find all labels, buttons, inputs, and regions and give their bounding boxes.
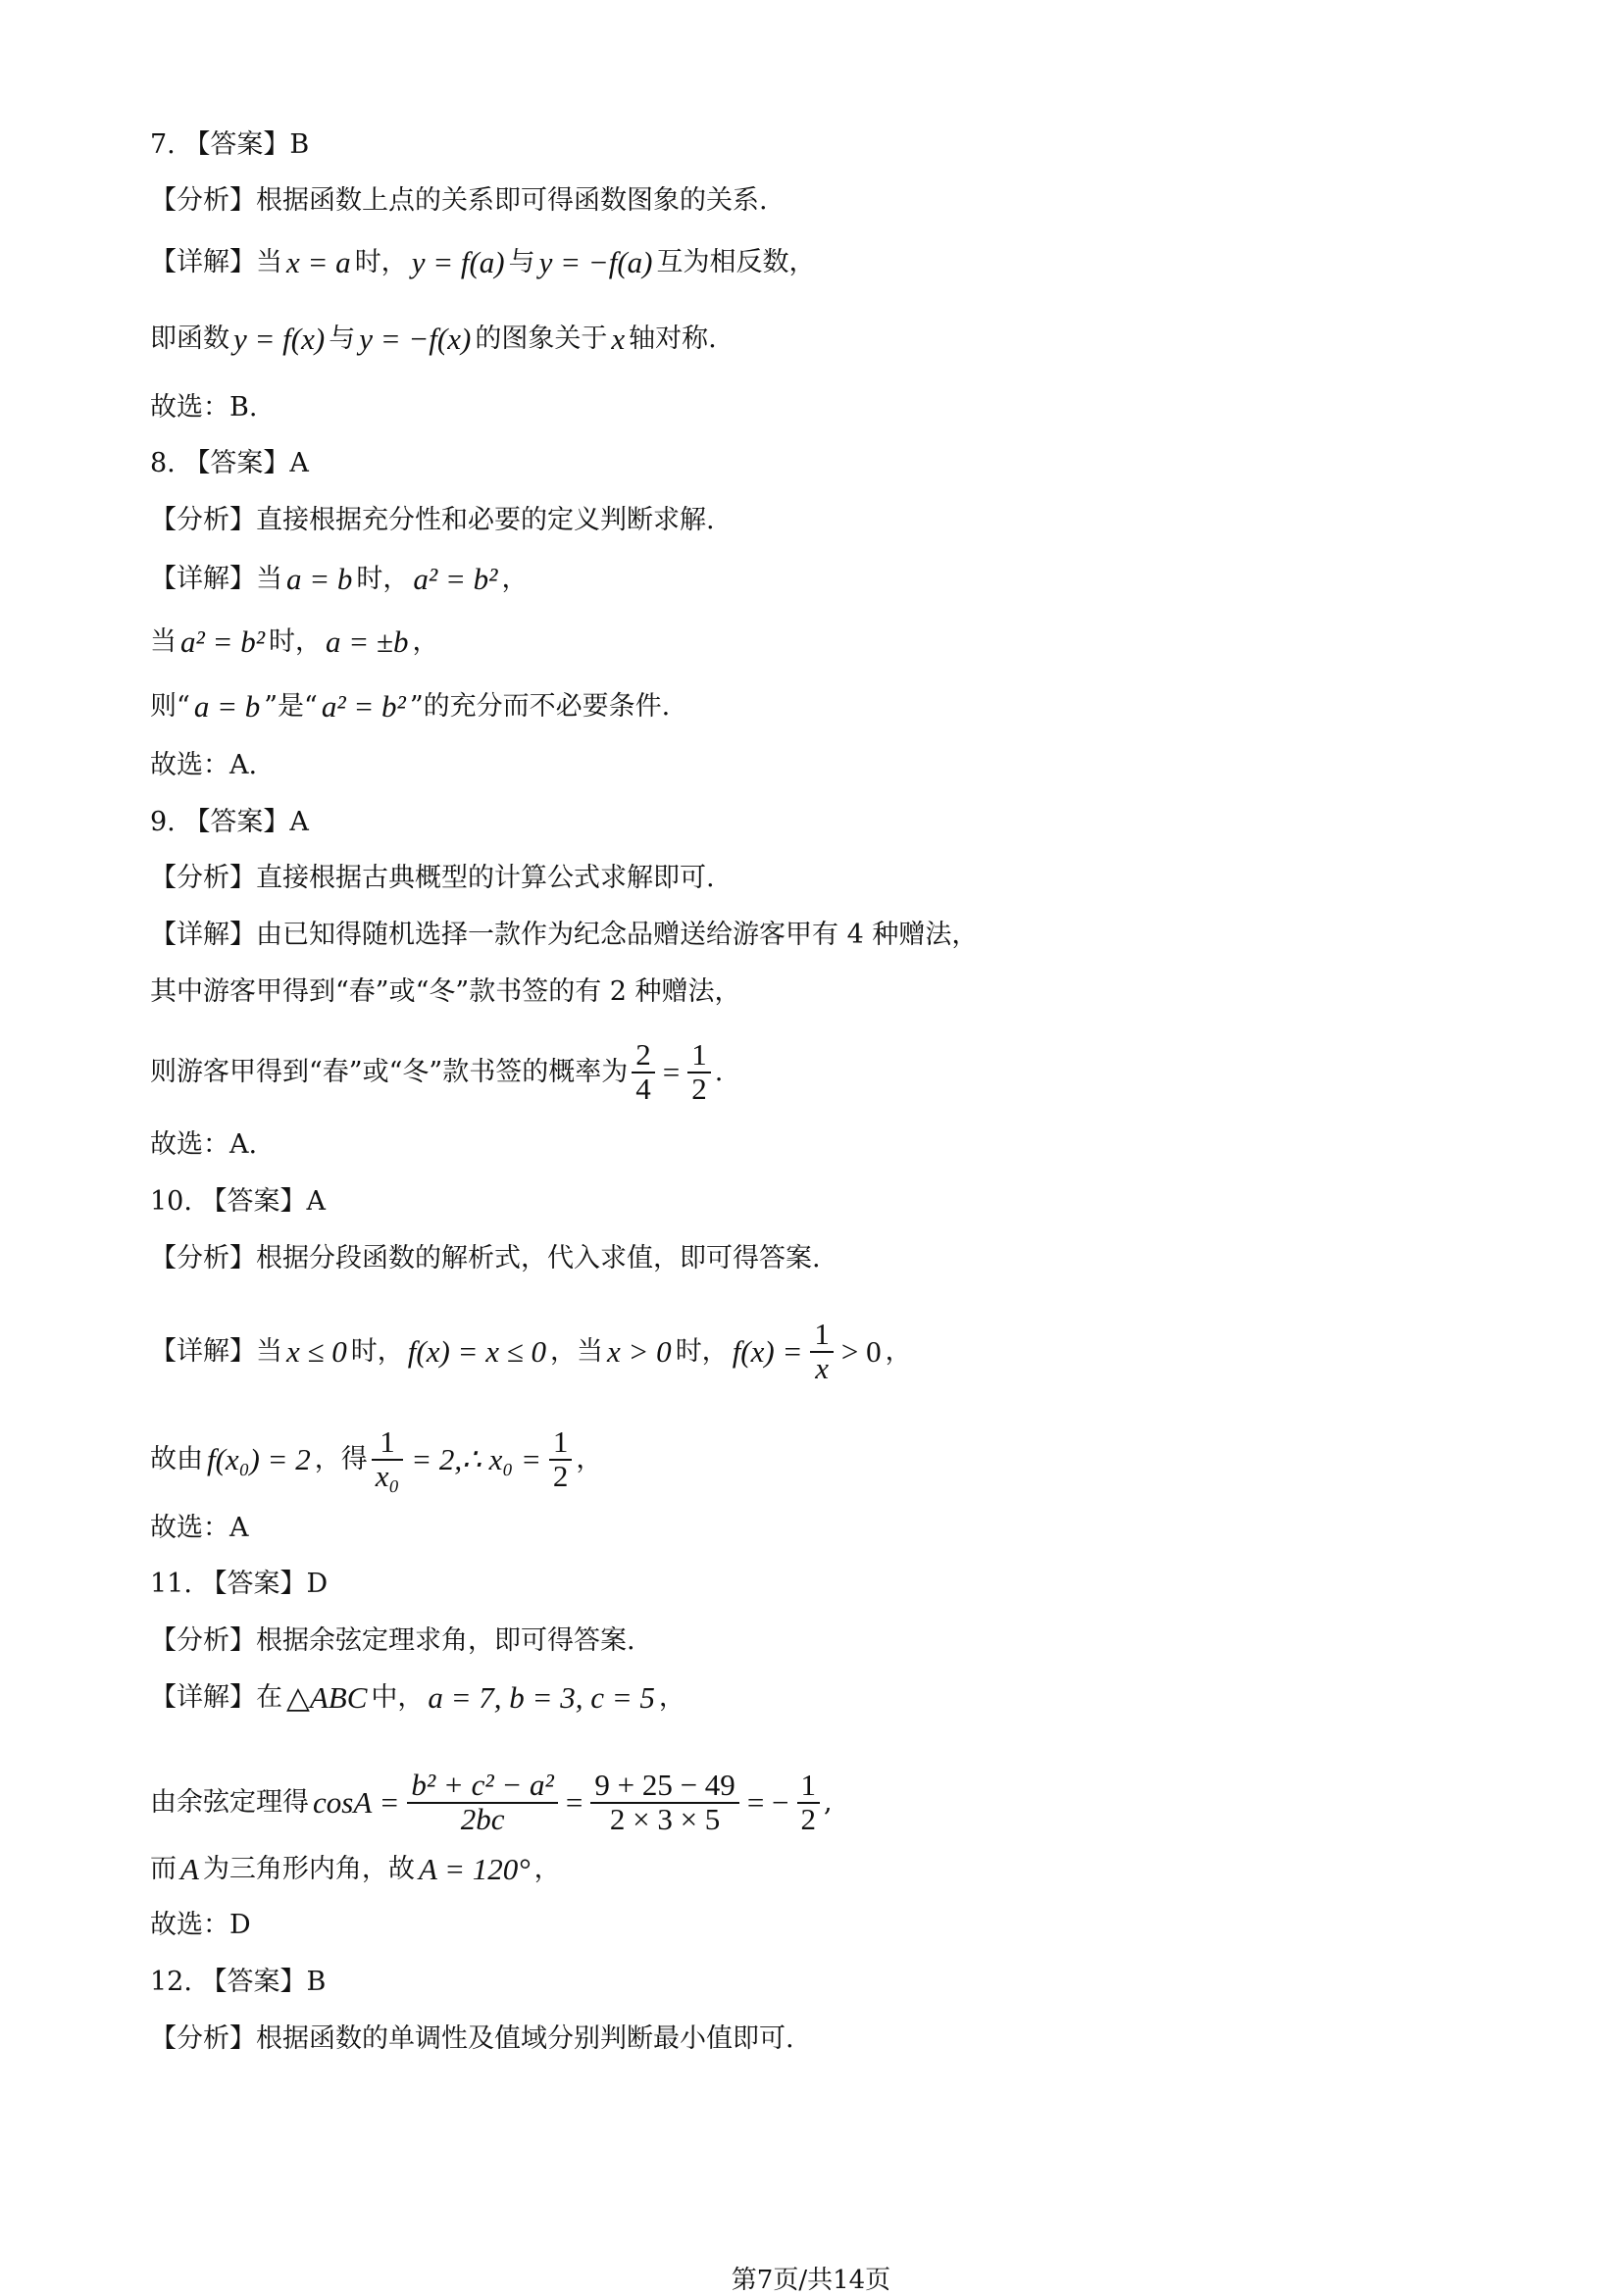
q10-answer: 10. 【答案】A: [150, 1186, 327, 1217]
math: x ≤ 0: [286, 1333, 347, 1369]
q10-choice: 故选：A: [150, 1513, 249, 1543]
q10-detail-1: 【详解】当 x ≤ 0 时， f(x) = x ≤ 0 ，当 x > 0 时， f(x) = $\frac{1}{x}$ > 0 ，: [150, 1317, 912, 1385]
fraction: $\frac{1}{2}$: [797, 1770, 821, 1835]
q7-detail-2: 即函数 y = f(x) 与 y = −f(x) 的图象关于 x 轴对称.: [150, 322, 717, 356]
math: y = f(x): [233, 322, 326, 356]
math: f(x) =: [732, 1333, 803, 1369]
math: A: [180, 1852, 199, 1886]
q7-analysis: 【分析】根据函数上点的关系即可得函数图象的关系.: [150, 185, 768, 216]
q12-analysis: 【分析】根据函数的单调性及值域分别判断最小值即可.: [150, 2023, 794, 2054]
q8-detail-2: 当 a² = b² 时， a = ±b ，: [150, 624, 439, 659]
math: a² = b²: [413, 562, 498, 596]
fraction: $\frac{1}{2}$: [549, 1426, 573, 1492]
math: f(x) = x ≤ 0: [407, 1333, 546, 1369]
fraction: $\frac{2}{4}$: [632, 1039, 655, 1105]
q9-detail-1: 【详解】由已知得随机选择一款作为纪念品赠送给游客甲有 4 种赠法，: [150, 920, 979, 950]
math: > 0: [840, 1333, 882, 1369]
math: A = 120°: [418, 1852, 531, 1886]
fraction: $\frac{\text{b² + c² − a²}}{2bc}$: [407, 1770, 557, 1835]
math: a = 7, b = 3, c = 5: [428, 1680, 655, 1715]
q11-choice: 故选：D: [150, 1910, 251, 1940]
math: f(x₀) = 2: [207, 1441, 311, 1476]
q11-answer: 11. 【答案】D: [150, 1569, 329, 1599]
fraction: $\frac{1}{\text{x₀}}$: [372, 1426, 404, 1492]
q8-detail-3: 则“ a = b ”是“ a² = b² ”的充分而不必要条件.: [150, 689, 671, 724]
math: y = −f(a): [538, 245, 653, 279]
q8-analysis: 【分析】直接根据充分性和必要的定义判断求解.: [150, 505, 715, 535]
math: a² = b²: [180, 624, 266, 659]
q11-detail-2: 由余弦定理得 cosA = $\frac{\text{b² + c² − a²}}{2bc}$ = $\frac{9 + 25 - 49}{2 \times 3 \times 5}$ = − $\frac{1}{2}$ ,: [150, 1768, 833, 1836]
q7-choice: 故选：B.: [150, 392, 258, 423]
q8-detail-1: 【详解】当 a = b 时， a² = b² ，: [150, 562, 529, 596]
page-number: 第7页/共14页: [731, 2266, 891, 2295]
q8-answer: 8. 【答案】A: [150, 448, 309, 478]
q9-detail-3: 则游客甲得到“春”或“冬”款书签的概率为 $\frac{2}{4}$ = $\frac{1}{2}$ .: [150, 1037, 724, 1106]
math: a = ±b: [326, 624, 409, 659]
math: = 2,∴ x₀ =: [411, 1441, 541, 1476]
q7-detail-1: 【详解】当 x = a 时， y = f(a) 与 y = −f(a) 互为相反数，: [150, 245, 816, 279]
fraction: $\frac{1}{2}$: [687, 1039, 711, 1105]
math: △ABC: [286, 1680, 368, 1715]
q7-answer: 7. 【答案】B: [150, 129, 310, 160]
fraction: $\frac{1}{x}$: [810, 1319, 834, 1384]
q11-detail-1: 【详解】在 △ABC 中， a = 7, b = 3, c = 5 ，: [150, 1680, 685, 1715]
q9-answer: 9. 【答案】A: [150, 807, 309, 837]
q9-analysis: 【分析】直接根据古典概型的计算公式求解即可.: [150, 863, 715, 893]
math: x = a: [286, 245, 351, 279]
fraction: $\frac{9 + 25 - 49}{2 \times 3 \times 5}$: [590, 1770, 738, 1835]
math: cosA =: [313, 1784, 400, 1820]
q11-analysis: 【分析】根据余弦定理求角，即可得答案.: [150, 1625, 635, 1656]
q9-choice: 故选：A.: [150, 1129, 258, 1160]
math: a = b: [193, 689, 261, 724]
math: a² = b²: [321, 689, 406, 724]
q11-detail-3: 而 A 为三角形内角，故 A = 120° ，: [150, 1852, 561, 1886]
math: y = −f(x): [359, 322, 472, 356]
math: x > 0: [607, 1333, 672, 1369]
math: x: [611, 322, 626, 356]
q10-analysis: 【分析】根据分段函数的解析式，代入求值，即可得答案.: [150, 1243, 821, 1273]
q8-choice: 故选：A.: [150, 750, 258, 780]
math: a = b: [286, 562, 353, 596]
math: y = f(a): [411, 245, 505, 279]
q10-detail-2: 故由 f(x₀) = 2 ，得 $\frac{1}{\text{x₀}}$ = 2,∴ x₀ = $\frac{1}{2}$ ，: [150, 1424, 603, 1493]
q12-answer: 12. 【答案】B: [150, 1967, 327, 1997]
q9-detail-2: 其中游客甲得到“春”或“冬”款书签的有 2 种赠法，: [150, 976, 741, 1007]
